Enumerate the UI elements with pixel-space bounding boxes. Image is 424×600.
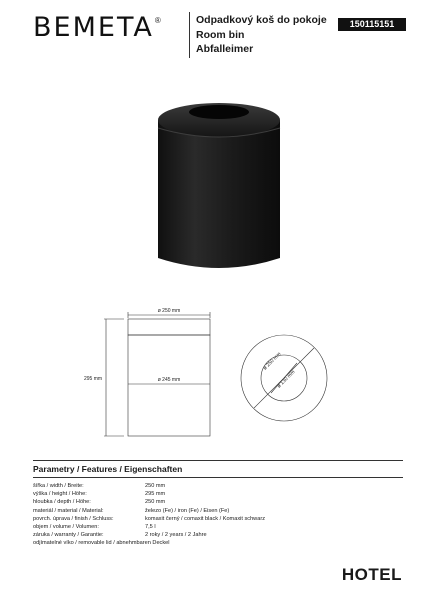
technical-drawing bbox=[0, 290, 424, 450]
specs-table bbox=[33, 482, 265, 548]
spec-value: 2 roky / 2 years / 2 Jahre bbox=[145, 532, 207, 539]
header-divider bbox=[189, 12, 190, 58]
table-row bbox=[33, 531, 265, 539]
product-names bbox=[196, 13, 327, 57]
params-title: Parametry / Features / Eigenschaften bbox=[33, 464, 183, 474]
table-row bbox=[33, 482, 265, 490]
spec-label: objem / volume / Volumen: bbox=[33, 524, 99, 531]
spec-value: 250 mm bbox=[145, 483, 166, 489]
product-name-de: Abfalleimer bbox=[196, 43, 254, 55]
dim-opening-diameter-label: ø 130 mm bbox=[276, 369, 297, 390]
params-top-rule bbox=[33, 460, 403, 461]
spec-label: šířka / width / Breite: bbox=[33, 483, 84, 489]
spec-value: komaxit černý / comaxit black / Komaxit schwarz bbox=[145, 515, 265, 522]
spec-label: materiál / material / Material: bbox=[33, 507, 104, 514]
spec-label: záruka / warranty / Garantie: bbox=[33, 532, 104, 539]
dim-height-label: 295 mm bbox=[84, 376, 103, 382]
product-name-en: Room bin bbox=[196, 28, 245, 41]
table-row bbox=[33, 507, 265, 515]
spec-label: povrch. úprava / finish / Schluss: bbox=[33, 515, 114, 522]
brand-logo bbox=[33, 14, 161, 42]
spec-value: železo (Fe) / iron (Fe) / Eisen (Fe) bbox=[145, 507, 230, 514]
table-row bbox=[33, 539, 265, 547]
table-row bbox=[33, 515, 265, 523]
params-bottom-rule bbox=[33, 477, 403, 478]
dim-width-label: ø 250 mm bbox=[157, 308, 181, 314]
spec-value: 7,5 l bbox=[145, 524, 156, 531]
category-label: HOTEL bbox=[341, 565, 402, 584]
spec-value: 250 mm bbox=[145, 499, 166, 506]
dim-inner-label: ø 245 mm bbox=[157, 377, 181, 383]
product-image bbox=[148, 98, 288, 278]
logo-text: BEMETA bbox=[33, 12, 154, 43]
table-row bbox=[33, 498, 265, 506]
spec-label: hloubka / depth / Höhe: bbox=[33, 499, 91, 506]
registered-mark: ® bbox=[154, 16, 161, 25]
spec-label: výška / height / Höhe: bbox=[33, 491, 87, 498]
spec-value: 295 mm bbox=[145, 491, 166, 498]
product-name-cz: Odpadkový koš do pokoje bbox=[196, 14, 327, 26]
dim-outer-diameter-label: ø 250 mm bbox=[262, 351, 283, 372]
table-row bbox=[33, 490, 265, 498]
product-code-badge: 150115151 bbox=[338, 18, 406, 31]
table-row bbox=[33, 523, 265, 531]
spec-note: odjímatelné víko / removable lid / abnehmbaren Deckel bbox=[33, 540, 170, 547]
